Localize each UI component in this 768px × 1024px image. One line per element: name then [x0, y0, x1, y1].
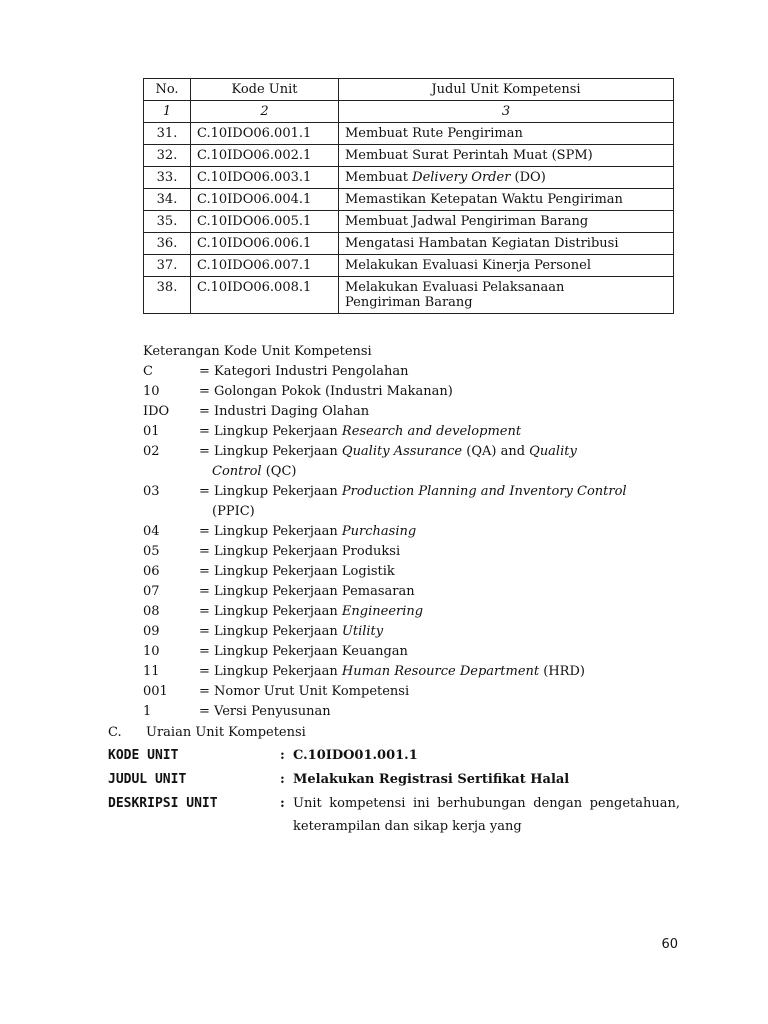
judul-line: Melakukan Evaluasi Pelaksanaan: [345, 280, 565, 295]
legend-code: C: [143, 364, 153, 379]
row-no: 38.: [144, 277, 191, 314]
column-number: 3: [339, 101, 674, 123]
equals-sign: =: [199, 404, 215, 419]
column-number: 1: [144, 101, 191, 123]
legend-code: 10: [143, 644, 160, 659]
legend-item: [143, 382, 683, 402]
row-kode: C.10IDO06.006.1: [191, 233, 339, 255]
legend-desc: Logistik: [341, 564, 395, 579]
equals-sign: =: [199, 384, 215, 399]
legend-text: [199, 482, 683, 522]
legend-desc: Keuangan: [341, 644, 408, 659]
row-judul: [339, 167, 674, 189]
row-no: 37.: [144, 255, 191, 277]
table-row: [144, 167, 674, 189]
row-kode: C.10IDO06.001.1: [191, 123, 339, 145]
legend-prefix: Lingkup Pekerjaan: [214, 484, 342, 499]
legend-item: [143, 402, 683, 422]
legend-text: [199, 382, 683, 402]
table-row: [144, 145, 674, 167]
legend-code: 01: [143, 424, 160, 439]
unit-table: [143, 78, 674, 314]
kode-unit-label: KODE UNIT: [108, 748, 179, 763]
legend-post: (HRD): [539, 664, 585, 679]
legend-mid: (QA) and: [462, 444, 530, 459]
legend-italic: Research and development: [341, 424, 522, 439]
equals-sign: =: [199, 624, 215, 639]
legend-code: 06: [143, 564, 160, 579]
legend-code: 02: [143, 444, 160, 459]
row-kode: C.10IDO06.007.1: [191, 255, 339, 277]
legend-item: [143, 582, 683, 602]
section-letter: C.: [108, 725, 122, 740]
legend-italic: Engineering: [341, 604, 424, 619]
legend-code: 11: [143, 664, 160, 679]
row-judul: [339, 277, 674, 314]
legend-item: [143, 362, 683, 382]
legend-italic: Production Planning and Inventory Control: [341, 484, 627, 499]
judul-unit-value: Melakukan Registrasi Sertifikat Halal: [293, 772, 570, 787]
legend-code: 001: [143, 684, 168, 699]
legend-item: [143, 682, 683, 702]
equals-sign: =: [199, 664, 215, 679]
legend-text: [199, 702, 683, 722]
legend-code: 10: [143, 384, 160, 399]
legend-prefix: Lingkup Pekerjaan: [214, 644, 342, 659]
page-number: 60: [661, 937, 678, 952]
judul-text: Membuat: [345, 170, 413, 185]
legend-desc: Produksi: [341, 544, 401, 559]
legend-code: 09: [143, 624, 160, 639]
legend-continuation: (PPIC): [212, 504, 255, 519]
equals-sign: =: [199, 524, 215, 539]
equals-sign: =: [199, 544, 215, 559]
header-no: No.: [144, 79, 191, 101]
legend-code: IDO: [143, 404, 170, 419]
legend-desc: Versi Penyusunan: [214, 704, 331, 719]
judul-unit-row: [108, 772, 680, 787]
judul-unit-label: JUDUL UNIT: [108, 772, 187, 787]
legend-prefix: Lingkup Pekerjaan: [214, 624, 342, 639]
header-kode-unit: Kode Unit: [191, 79, 339, 101]
table-row: [144, 123, 674, 145]
table-row: [144, 189, 674, 211]
row-no: 33.: [144, 167, 191, 189]
legend-item: [143, 602, 683, 622]
table-row: [144, 255, 674, 277]
legend-title: Keterangan Kode Unit Kompetensi: [143, 344, 372, 359]
legend-item: [143, 702, 683, 722]
legend-item: [143, 562, 683, 582]
code-legend: [143, 342, 683, 722]
legend-italic: Quality: [529, 444, 577, 459]
legend-text: [199, 602, 683, 622]
equals-sign: =: [199, 564, 215, 579]
legend-code: 03: [143, 484, 160, 499]
legend-prefix: Lingkup Pekerjaan: [214, 544, 342, 559]
legend-italic: Purchasing: [341, 524, 417, 539]
equals-sign: =: [199, 424, 215, 439]
legend-text: [199, 522, 683, 542]
equals-sign: =: [199, 704, 215, 719]
legend-item: [143, 642, 683, 662]
legend-desc: Kategori Industri Pengolahan: [214, 364, 409, 379]
section-heading: [108, 723, 306, 743]
header-judul-unit: Judul Unit Kompetensi: [339, 79, 674, 101]
kode-unit-value: C.10IDO01.001.1: [293, 748, 418, 763]
legend-text: [199, 442, 683, 482]
judul-line: Pengiriman Barang: [345, 295, 473, 310]
legend-italic: Human Resource Department: [341, 664, 540, 679]
row-no: 36.: [144, 233, 191, 255]
deskripsi-unit-label: DESKRIPSI UNIT: [108, 796, 218, 811]
legend-text: [199, 622, 683, 642]
legend-italic: Utility: [341, 624, 384, 639]
legend-item: [143, 522, 683, 542]
row-judul: Memastikan Ketepatan Waktu Pengiriman: [339, 189, 674, 211]
equals-sign: =: [199, 644, 215, 659]
row-kode: C.10IDO06.003.1: [191, 167, 339, 189]
row-no: 31.: [144, 123, 191, 145]
legend-prefix: Lingkup Pekerjaan: [214, 604, 342, 619]
legend-text: [199, 642, 683, 662]
legend-item: [143, 482, 683, 522]
legend-text: [199, 562, 683, 582]
deskripsi-unit-row: [108, 792, 680, 838]
equals-sign: =: [199, 364, 215, 379]
legend-text: [199, 582, 683, 602]
legend-code: 08: [143, 604, 160, 619]
legend-text: [199, 542, 683, 562]
legend-item: [143, 542, 683, 562]
column-number-row: [144, 101, 674, 123]
equals-sign: =: [199, 444, 215, 459]
row-kode: C.10IDO06.002.1: [191, 145, 339, 167]
legend-continuation: [199, 462, 683, 482]
table-row: [144, 277, 674, 314]
row-judul: Mengatasi Hambatan Kegiatan Distribusi: [339, 233, 674, 255]
table-row: [144, 233, 674, 255]
legend-item: [143, 662, 683, 682]
legend-italic: Quality Assurance: [341, 444, 463, 459]
kode-unit-row: [108, 748, 680, 763]
column-number: 2: [191, 101, 339, 123]
legend-desc: Golongan Pokok (Industri Makanan): [214, 384, 453, 399]
legend-code: 04: [143, 524, 160, 539]
deskripsi-unit-value: Unit kompetensi ini berhubungan dengan pengetahuan, keterampilan dan sikap kerja yang: [293, 796, 680, 834]
legend-italic: Control: [212, 464, 262, 479]
table-header-row: [144, 79, 674, 101]
legend-prefix: Lingkup Pekerjaan: [214, 664, 342, 679]
legend-item: [143, 422, 683, 442]
legend-code: 1: [143, 704, 152, 719]
judul-italic: Delivery Order: [412, 170, 511, 185]
colon: :: [280, 748, 285, 763]
row-kode: C.10IDO06.005.1: [191, 211, 339, 233]
legend-desc: Pemasaran: [341, 584, 415, 599]
equals-sign: =: [199, 484, 215, 499]
table-row: [144, 211, 674, 233]
row-kode: C.10IDO06.004.1: [191, 189, 339, 211]
row-no: 34.: [144, 189, 191, 211]
legend-text: [199, 422, 683, 442]
legend-prefix: Lingkup Pekerjaan: [214, 524, 342, 539]
row-no: 35.: [144, 211, 191, 233]
legend-prefix: Lingkup Pekerjaan: [214, 444, 342, 459]
section-title: Uraian Unit Kompetensi: [146, 725, 306, 740]
legend-code: 07: [143, 584, 160, 599]
legend-text: [199, 662, 683, 682]
colon: :: [280, 796, 285, 811]
legend-text: [199, 402, 683, 422]
row-kode: C.10IDO06.008.1: [191, 277, 339, 314]
row-judul: Membuat Surat Perintah Muat (SPM): [339, 145, 674, 167]
row-judul: Melakukan Evaluasi Kinerja Personel: [339, 255, 674, 277]
row-no: 32.: [144, 145, 191, 167]
legend-code: 05: [143, 544, 160, 559]
legend-item: [143, 622, 683, 642]
legend-desc: Nomor Urut Unit Kompetensi: [214, 684, 410, 699]
legend-prefix: Lingkup Pekerjaan: [214, 564, 342, 579]
legend-post: (QC): [261, 464, 297, 479]
legend-text: [199, 362, 683, 382]
equals-sign: =: [199, 604, 215, 619]
judul-text: (DO): [510, 170, 546, 185]
colon: :: [280, 772, 285, 787]
equals-sign: =: [199, 584, 215, 599]
legend-prefix: Lingkup Pekerjaan: [214, 424, 342, 439]
legend-desc: Industri Daging Olahan: [214, 404, 370, 419]
row-judul: Membuat Rute Pengiriman: [339, 123, 674, 145]
equals-sign: =: [199, 684, 215, 699]
legend-text: [199, 682, 683, 702]
legend-prefix: Lingkup Pekerjaan: [214, 584, 342, 599]
row-judul: Membuat Jadwal Pengiriman Barang: [339, 211, 674, 233]
legend-item: [143, 442, 683, 482]
